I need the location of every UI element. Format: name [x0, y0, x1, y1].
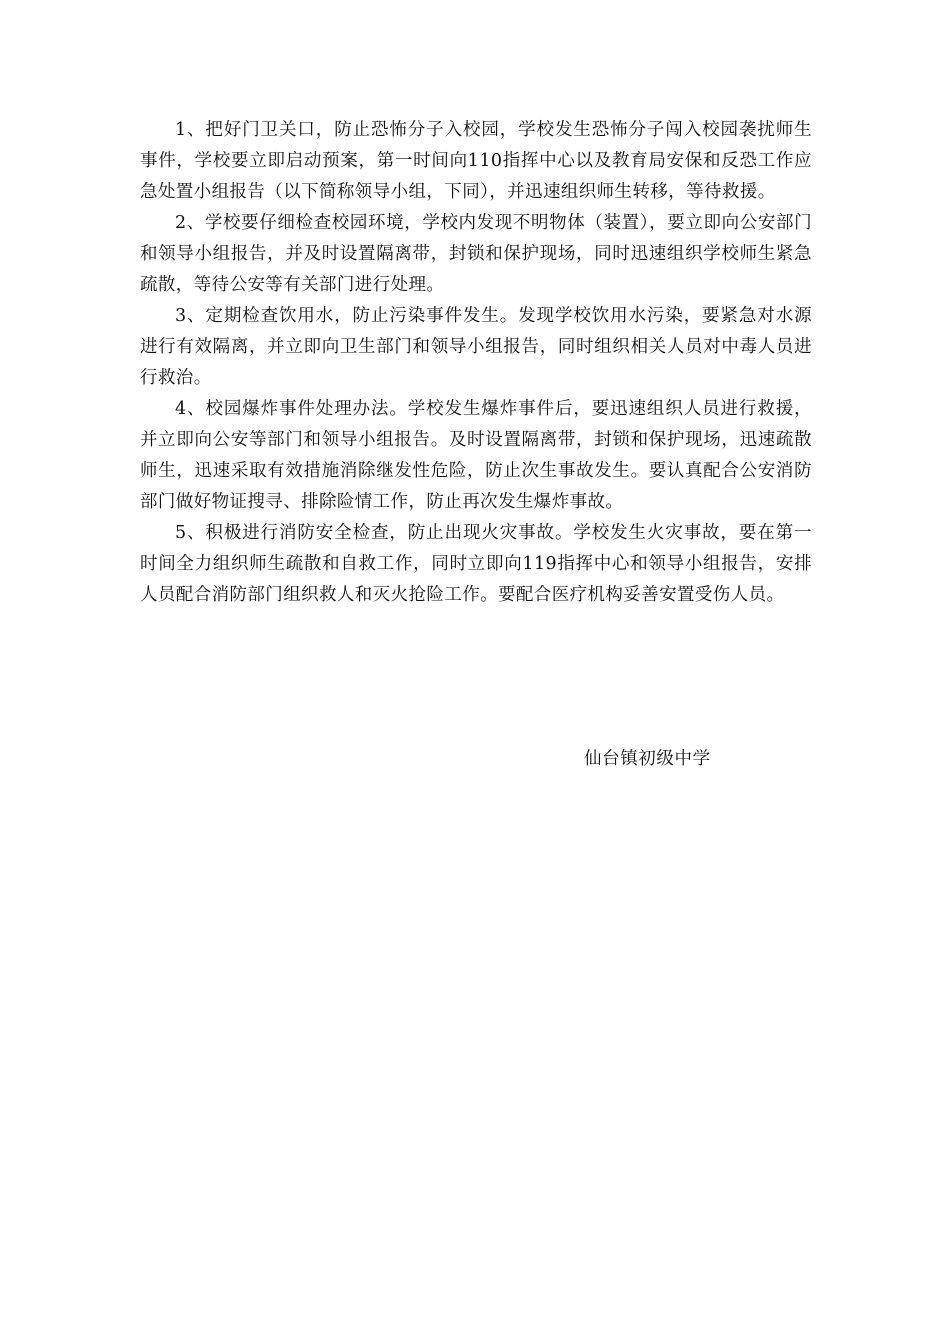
document-body — [140, 115, 812, 611]
paragraph-5: 5、积极进行消防安全检查，防止出现火灾事故。学校发生火灾事故，要在第一时间全力组织师生疏散和自救工作，同时立即向119指挥中心和领导小组报告，安排人员配合消防部门组织救人和灭火抢险工作。要配合医疗机构妥善安置受伤人员。 — [140, 523, 812, 605]
paragraph-3: 3、定期检查饮用水，防止污染事件发生。发现学校饮用水污染，要紧急对水源进行有效隔离，并立即向卫生部门和领导小组报告，同时组织相关人员对中毒人员进行救治。 — [140, 306, 812, 388]
signature-school-name: 仙台镇初级中学 — [584, 749, 711, 769]
paragraph-2: 2、学校要仔细检查校园环境，学校内发现不明物体（装置），要立即向公安部门和领导小组报告，并及时设置隔离带，封锁和保护现场，同时迅速组织学校师生紧急疏散，等待公安等有关部门进行处理。 — [140, 213, 812, 295]
paragraph-4: 4、校园爆炸事件处理办法。学校发生爆炸事件后，要迅速组织人员进行救援，并立即向公安等部门和领导小组报告。及时设置隔离带，封锁和保护现场，迅速疏散师生，迅速采取有效措施消除继发性危险，防止次生事故发生。要认真配合公安消防部门做好物证搜寻、排除险情工作，防止再次发生爆炸事故。 — [140, 399, 812, 512]
paragraph-1: 1、把好门卫关口，防止恐怖分子入校园，学校发生恐怖分子闯入校园袭扰师生事件，学校要立即启动预案，第一时间向110指挥中心以及教育局安保和反恐工作应急处置小组报告（以下简称领导小组，下同），并迅速组织师生转移，等待救援。 — [140, 120, 812, 202]
